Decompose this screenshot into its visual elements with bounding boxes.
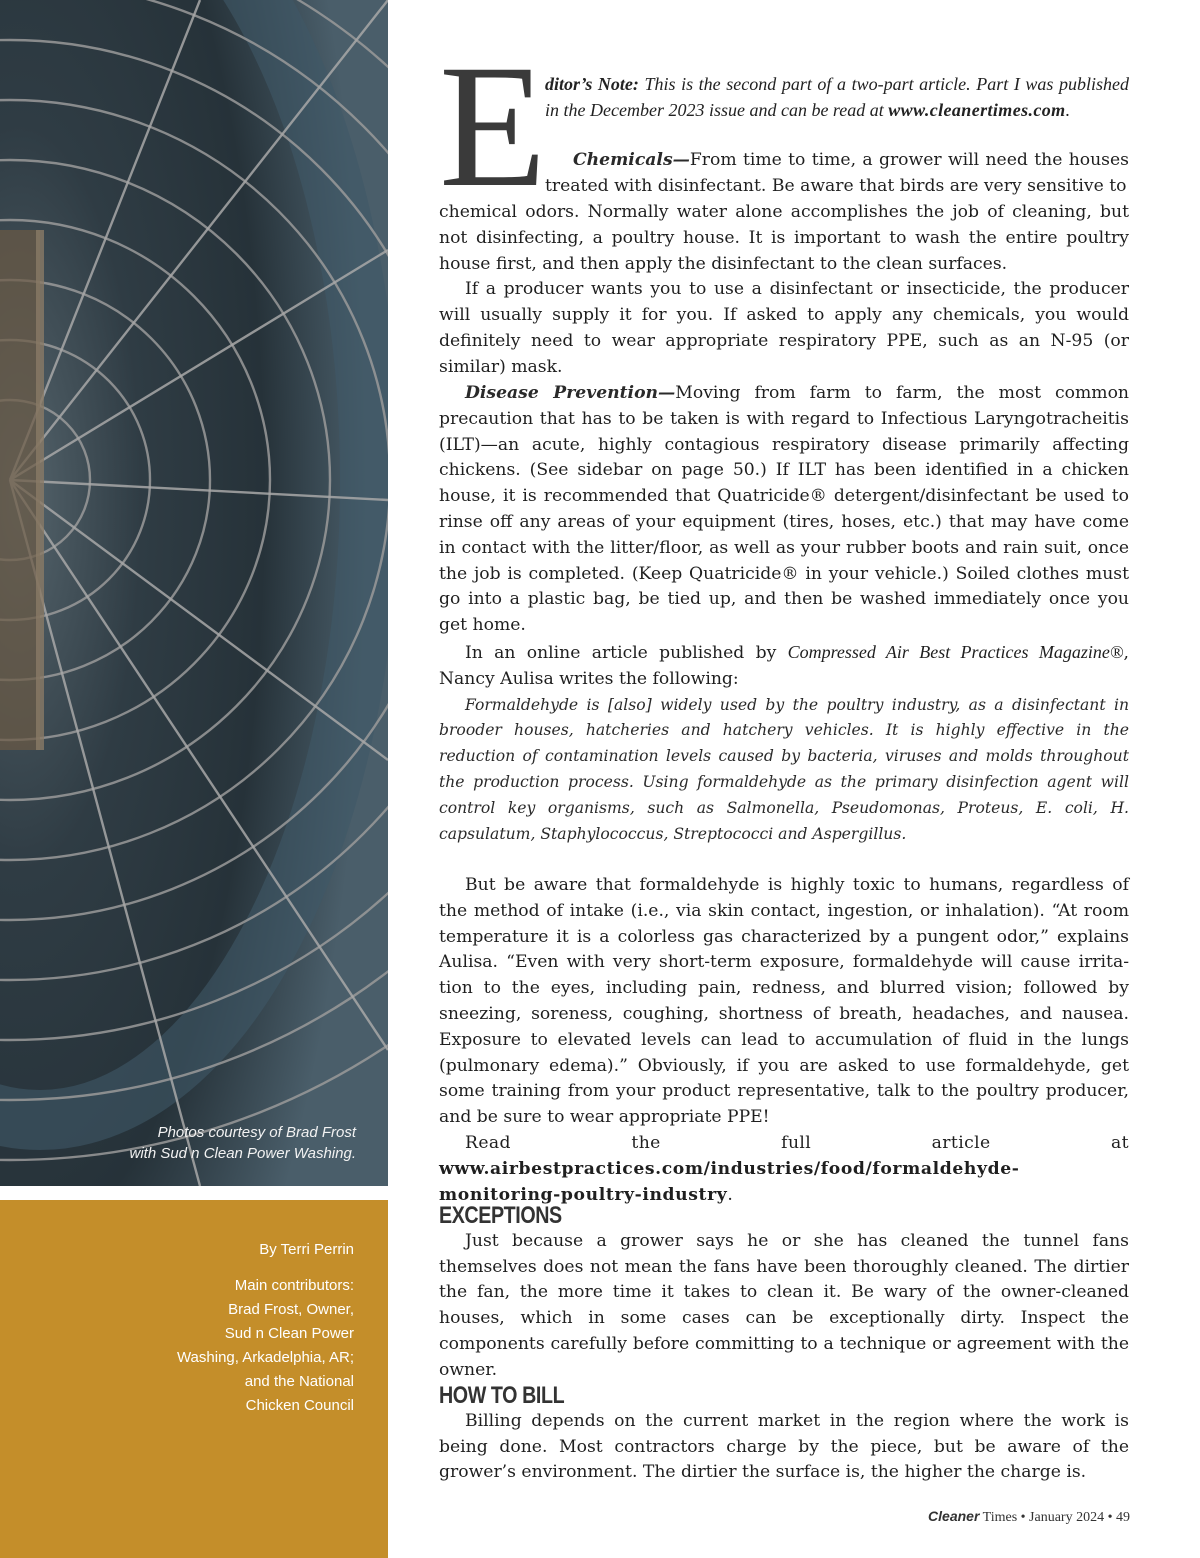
online-section: [439, 640, 1129, 847]
byline-author: By Terri Perrin: [259, 1241, 354, 1258]
disease-lead: Disease Prevention—: [465, 383, 676, 403]
editor-note-end: .: [1065, 100, 1071, 120]
cleanertimes-link[interactable]: www.cleanertimes.com: [888, 100, 1066, 120]
photo-credit-line: Photos courtesy of Brad Frost: [157, 1124, 356, 1141]
exceptions-section: [439, 1203, 1129, 1384]
read-full-article: [439, 1131, 1129, 1208]
footer-info: Times • January 2024 • 49: [979, 1510, 1130, 1525]
byline-contrib-line: Brad Frost, Owner,: [228, 1301, 354, 1318]
exceptions-paragraph: Just because a grower says he or she has cleaned the tunnel fans themselves does not mean the fans have been thoroughly cleaned. The dirtier the fan, the more time it takes to clean it. Be wary of the owner-cleaned houses, which in some cases can be exceptionally dirty. Inspect the components carefully before committing to a technique or agreement with the owner.: [439, 1230, 1129, 1380]
fan-photo: [0, 0, 388, 1186]
chemicals-paragraph-2: If a producer wants you to use a disinfectant or insecticide, the producer will usually supply it for you. If asked to apply any chemicals, you would definitely need to wear appropriate respiratory PPE, such as an N-95 (or similar) mask.: [439, 279, 1129, 377]
chemicals-lead: Chemicals—: [573, 150, 690, 170]
byline-contrib-line: and the National: [244, 1373, 354, 1390]
aware-paragraph: But be aware that formaldehyde is highly toxic to humans, regardless of the method of intake (i.e., via skin contact, ingestion, or inhalation). “At room temperature it is a colorless gas characterized by a pungent odor,” explains Aulisa. “Even with very short-term exposure, formaldehyde will cause irritation to the eyes, including pain, redness, and blurred vision; followed by sneezing, soreness, coughing, shortness of breath, headaches, and nausea. Exposure to elevated levels can lead to accumulation of fluid in the lungs (pulmonary edema).” Obviously, if you are asked to use formaldehyde, get some training from your product representative, talk to the poultry producer, and be sure to wear appropriate PPE!: [439, 875, 1129, 1128]
airbestpractices-link[interactable]: www.airbestpractices.com/industries/food/formaldehyde-monitoring-poultry-industry: [439, 1158, 1020, 1205]
editor-note-lead: ditor’s Note:: [545, 74, 639, 94]
disease-section: [439, 381, 1129, 639]
photo-credit-line: with Sud n Clean Power Washing.: [129, 1145, 356, 1162]
byline-contrib-line: Washing, Arkadelphia, AR;: [176, 1349, 354, 1366]
chemicals-intro: [545, 148, 1129, 200]
editor-note-text: This is the second part of a two-part article. Part I was published in the December 2023 issue and can be read at: [545, 74, 1129, 120]
byline-box: [0, 1200, 388, 1558]
disease-paragraph: [439, 381, 1129, 639]
billing-section: [439, 1383, 1129, 1486]
byline-contrib-line: Chicken Council: [245, 1397, 354, 1414]
formaldehyde-quote: Formaldehyde is [also] widely used by the poultry industry, as a disinfectant in brooder houses, hatcheries and hatchery vehicles. It is highly effective in the reduction of contamination levels caused by bacteria, viruses and molds throughout the production process. Using formaldehyde as the primary disinfection agent will control key organisms, such as Salmonella, Pseudomonas, Proteus, E. coli, H. capsulatum, Staphylococcus, Streptococci and Aspergillus.: [439, 695, 1129, 843]
drop-cap: E: [439, 29, 547, 224]
photo-credit: [16, 1122, 356, 1164]
billing-paragraph: Billing depends on the current market in the region where the work is being done. Most contractors charge by the piece, but be aware of the grower’s environment. The dirtier the surface is, the higher the charge is.: [439, 1410, 1129, 1483]
fan-grill-illustration: [0, 0, 388, 1186]
online-intro: [439, 640, 1129, 693]
read-text: Read the full article at: [465, 1132, 1129, 1153]
online-intro-end: , Nancy Aulisa writes the following:: [439, 643, 1129, 689]
read-end: .: [727, 1184, 734, 1205]
aware-section: [439, 873, 1129, 1208]
byline: [177, 1238, 354, 1418]
byline-contrib-line: Main contributors:: [234, 1277, 354, 1294]
exceptions-heading: EXCEPTIONS: [439, 1202, 562, 1229]
chemicals-lead-paragraph: [545, 148, 1129, 200]
online-intro-text: In an online article published by: [465, 643, 788, 663]
disease-text: Moving from farm to farm, the most common precaution that has to be taken is with regard to Infectious Laryngotracheitis (ILT)—an acute, highly contagious respiratory disease primarily affecting chickens. (See sidebar on page 50.) If ILT has been identified in a chicken house, it is recommended that Quatricide® detergent/disinfectant be used to rinse off any areas of your equipment (tires, hoses, etc.) that may have come in contact with the litter/floor, as well as your rubber boots and rain suit, once the job is completed. (Keep Quatricide® in your vehicle.) Soiled clothes must go into a plastic bag, be tied up, and then be washed immediately once you get home.: [439, 383, 1129, 636]
magazine-title: Compressed Air Best Practices Magazine®: [787, 642, 1124, 662]
chemicals-section: [439, 200, 1129, 381]
footer-brand: Cleaner: [928, 1508, 980, 1524]
byline-contrib-line: Sud n Clean Power: [224, 1325, 354, 1342]
editor-note: [545, 71, 1129, 123]
chemicals-continued: chemical odors. Normally water alone accomplishes the job of cleaning, but not disinfecting, a poultry house. It is important to wash the entire poultry house first, and then apply the disinfectant to the clean surfaces.: [439, 202, 1129, 274]
billing-heading: HOW TO BILL: [439, 1382, 565, 1409]
chemicals-text: From time to time, a grower will need the houses treated with disinfectant. Be aware that birds are very sensitive to: [545, 150, 1129, 196]
page-footer: [928, 1508, 1130, 1526]
